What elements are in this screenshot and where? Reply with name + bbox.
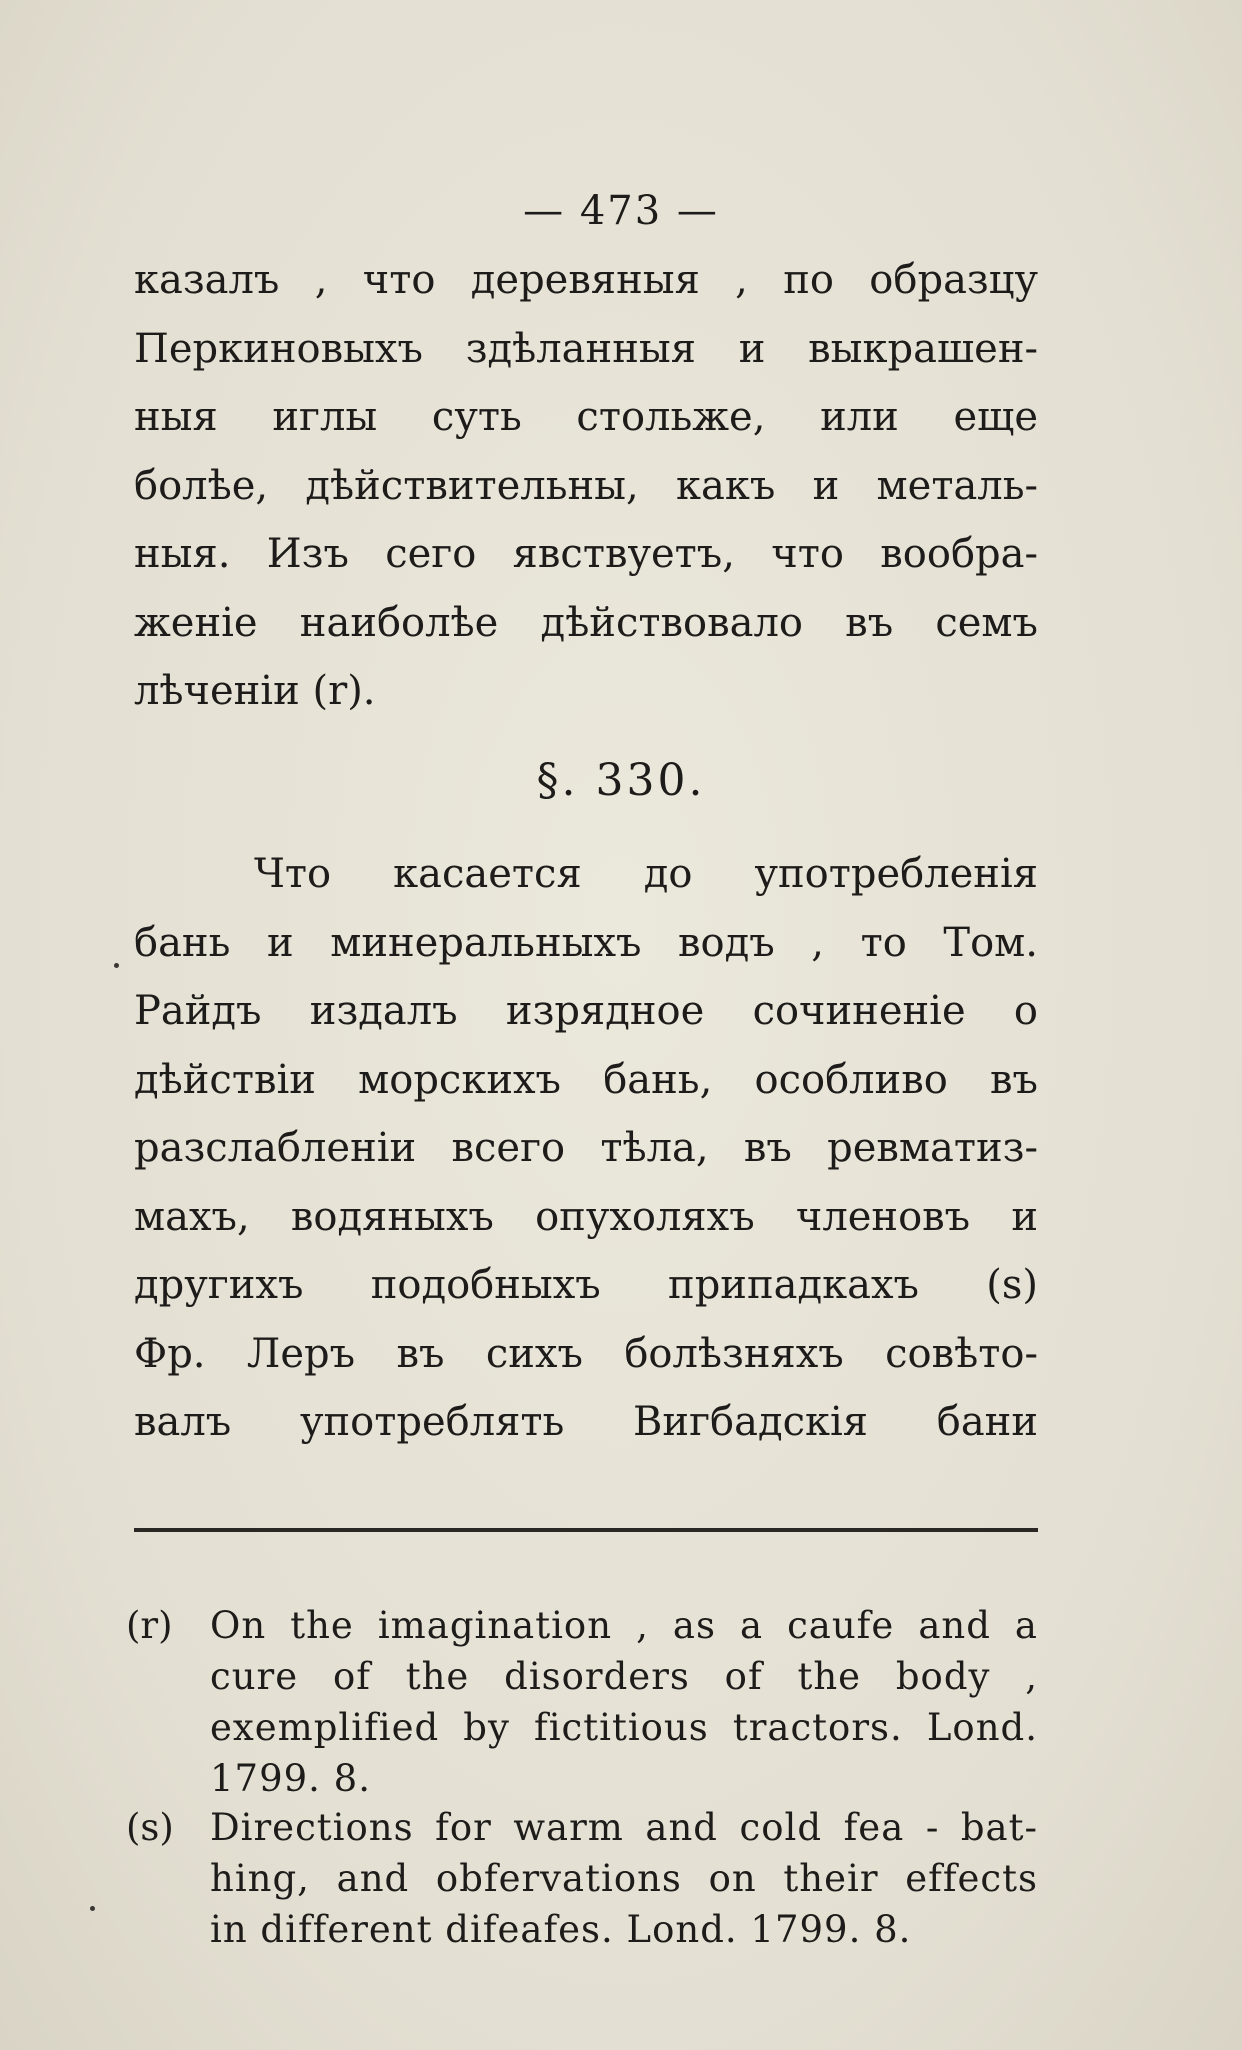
footnote-divider [134, 1528, 1038, 1532]
ink-speck [90, 1906, 95, 1911]
text-line: валъ употреблять Вигбадскiя бани [134, 1399, 1038, 1445]
footnote-line: cure of the disorders of the body , [210, 1655, 1038, 1698]
footnote-mark: (s) [126, 1806, 174, 1849]
text-line: лѣченiи (r). [134, 668, 376, 714]
text-line: ныя. Изъ сего явствуетъ, что вообра- [134, 531, 1038, 577]
section-heading: §. 330. [536, 755, 706, 806]
text-line: Перкиновыхъ здѣланныя и выкрашен- [134, 325, 1038, 372]
footnote-s [126, 1802, 1038, 1955]
text-line: махъ, водяныхъ опухоляхъ членовъ и [134, 1193, 1038, 1240]
text-line: другихъ подобныхъ припадкахъ (s) [134, 1262, 1038, 1308]
footnote-line: exemplified by fictitious tractors. Lond. [210, 1706, 1038, 1749]
text-line: Фр. Леръ въ сихъ болѣзняхъ совѣто- [134, 1330, 1038, 1377]
text-line: казалъ , что деревяныя , по образцу [134, 257, 1038, 303]
footnote-line: in different difeafes. Lond. 1799. 8. [210, 1908, 912, 1951]
footnote-mark: (r) [126, 1604, 173, 1647]
footnote-line: 1799. 8. [210, 1757, 371, 1800]
text-line: ныя иглы суть стольже, или еще [134, 394, 1038, 440]
footnote-r [126, 1600, 1038, 1804]
footnote-line: Directions for warm and cold fea - bat- [210, 1806, 1038, 1849]
text-line: болѣе, дѣйствительны, какъ и металь- [134, 462, 1038, 509]
text-line: Что касается до употребленiя [254, 851, 1038, 897]
text-line: дѣйствiи морскихъ бань, особливо въ [134, 1056, 1038, 1103]
ink-speck [114, 963, 119, 968]
text-line: бань и минеральныхъ водъ , то Том. [134, 919, 1038, 966]
text-line: Райдъ издалъ изрядное сочиненiе о [134, 988, 1038, 1034]
footnote-line: hing, and obfervations on their effects [210, 1857, 1038, 1900]
footnote-line: On the imagination , as a caufe and a [210, 1604, 1038, 1647]
paragraph-1 [134, 246, 1038, 726]
page-number: — 473 — [523, 188, 719, 234]
paragraph-2 [134, 840, 1038, 1457]
text-line: разслабленiи всего тѣла, въ ревматиз- [134, 1125, 1038, 1171]
text-line: женiе наиболѣе дѣйствовало въ семъ [134, 599, 1038, 646]
